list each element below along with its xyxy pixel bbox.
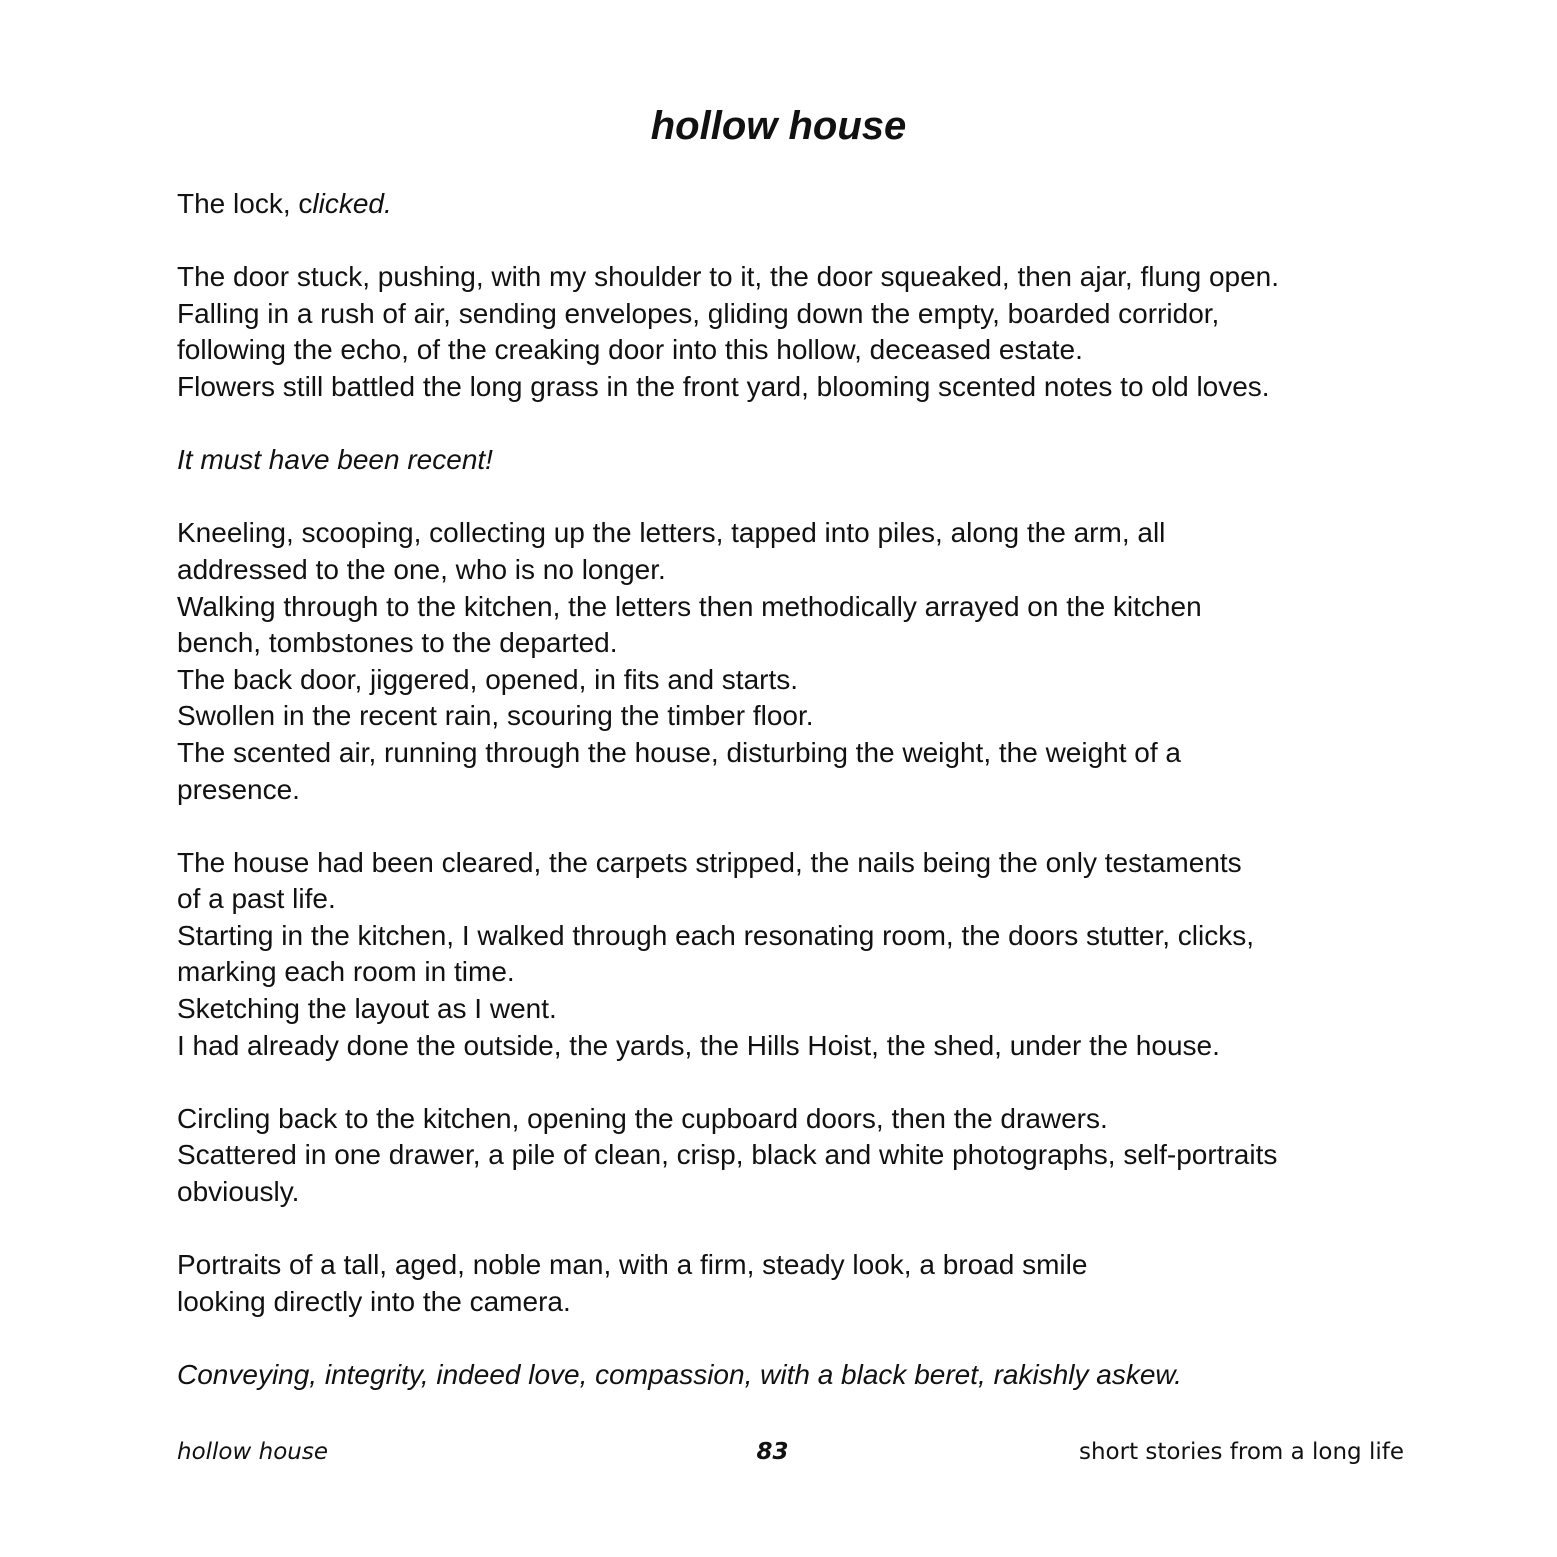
text-segment: Starting in the kitchen, I walked through each resonating room, the doors stutter, clicks, xyxy=(177,919,1255,951)
text-line xyxy=(177,662,1417,699)
text-line xyxy=(177,1174,1417,1211)
text-segment: of a past life. xyxy=(177,883,336,915)
text-line xyxy=(177,881,1417,918)
footer-page-number: 83 xyxy=(756,1439,789,1465)
text-line xyxy=(177,1247,1417,1284)
text-segment: Circling back to the kitchen, opening the cupboard doors, then the drawers. xyxy=(177,1102,1108,1134)
text-segment: Swollen in the recent rain, scouring the timber floor. xyxy=(177,700,814,732)
text-line xyxy=(177,1137,1417,1174)
text-segment: Portraits of a tall, aged, noble man, with a firm, steady look, a broad smile xyxy=(177,1249,1088,1281)
text-segment: Sketching the layout as I went. xyxy=(177,993,557,1025)
italic-text: licked. xyxy=(312,188,392,219)
text-line xyxy=(177,772,1417,809)
paragraph xyxy=(177,845,1417,1065)
text-segment: Scattered in one drawer, a pile of clean, crisp, black and white photographs, self-portraits xyxy=(177,1139,1278,1171)
text-segment: I had already done the outside, the yards, the Hills Hoist, the shed, under the house. xyxy=(177,1029,1220,1061)
text-segment: Falling in a rush of air, sending envelopes, gliding down the empty, boarded corridor, xyxy=(177,297,1220,329)
text-segment: looking directly into the camera. xyxy=(177,1285,571,1317)
paragraph xyxy=(177,1101,1417,1211)
text-line xyxy=(177,259,1417,296)
text-line xyxy=(177,991,1417,1028)
text-segment: Flowers still battled the long grass in the front yard, blooming scented notes to old loves. xyxy=(177,370,1270,402)
paragraph xyxy=(177,186,1417,223)
text-line xyxy=(177,1284,1417,1321)
text-segment: Walking through to the kitchen, the letters then methodically arrayed on the kitchen xyxy=(177,590,1202,622)
footer-book-title: short stories from a long life xyxy=(1079,1439,1404,1465)
paragraph xyxy=(177,515,1417,808)
italic-text: It must have been recent! xyxy=(177,444,493,476)
text-line xyxy=(177,442,1417,479)
italic-text: Conveying, integrity, indeed love, compassion, with a black beret, rakishly askew. xyxy=(177,1359,1182,1390)
text-segment: addressed to the one, who is no longer. xyxy=(177,553,666,585)
text-line xyxy=(177,369,1417,406)
text-segment: The back door, jiggered, opened, in fits and starts. xyxy=(177,663,799,695)
text-segment: The lock, c xyxy=(177,188,313,219)
text-line xyxy=(177,515,1417,552)
text-line xyxy=(177,735,1417,772)
paragraph xyxy=(177,1357,1417,1394)
page-title: hollow house xyxy=(650,104,907,148)
text-line xyxy=(177,1101,1417,1138)
text-segment: bench, tombstones to the departed. xyxy=(177,627,618,659)
text-line xyxy=(177,552,1417,589)
text-segment: The scented air, running through the house, disturbing the weight, the weight of a xyxy=(177,736,1181,768)
paragraph xyxy=(177,442,1417,479)
text-segment: The house had been cleared, the carpets stripped, the nails being the only testaments xyxy=(177,846,1242,878)
text-line xyxy=(177,698,1417,735)
text-line xyxy=(177,625,1417,662)
text-line xyxy=(177,589,1417,626)
text-line xyxy=(177,296,1417,333)
text-line xyxy=(177,186,1417,223)
text-line xyxy=(177,918,1417,955)
text-segment: The door stuck, pushing, with my shoulder to it, the door squeaked, then ajar, flung open. xyxy=(177,261,1280,293)
story-body xyxy=(177,186,1417,1430)
text-segment: Kneeling, scooping, collecting up the letters, tapped into piles, along the arm, all xyxy=(177,517,1166,549)
text-line xyxy=(177,845,1417,882)
text-line xyxy=(177,954,1417,991)
text-segment: obviously. xyxy=(177,1176,300,1208)
text-segment: marking each room in time. xyxy=(177,956,515,988)
text-segment: following the echo, of the creaking door into this hollow, deceased estate. xyxy=(177,334,1083,366)
text-segment: presence. xyxy=(177,773,300,805)
text-line xyxy=(177,332,1417,369)
text-line xyxy=(177,1357,1417,1394)
text-line xyxy=(177,1028,1417,1065)
paragraph xyxy=(177,259,1417,405)
footer-running-title: hollow house xyxy=(177,1439,328,1465)
paragraph xyxy=(177,1247,1417,1320)
